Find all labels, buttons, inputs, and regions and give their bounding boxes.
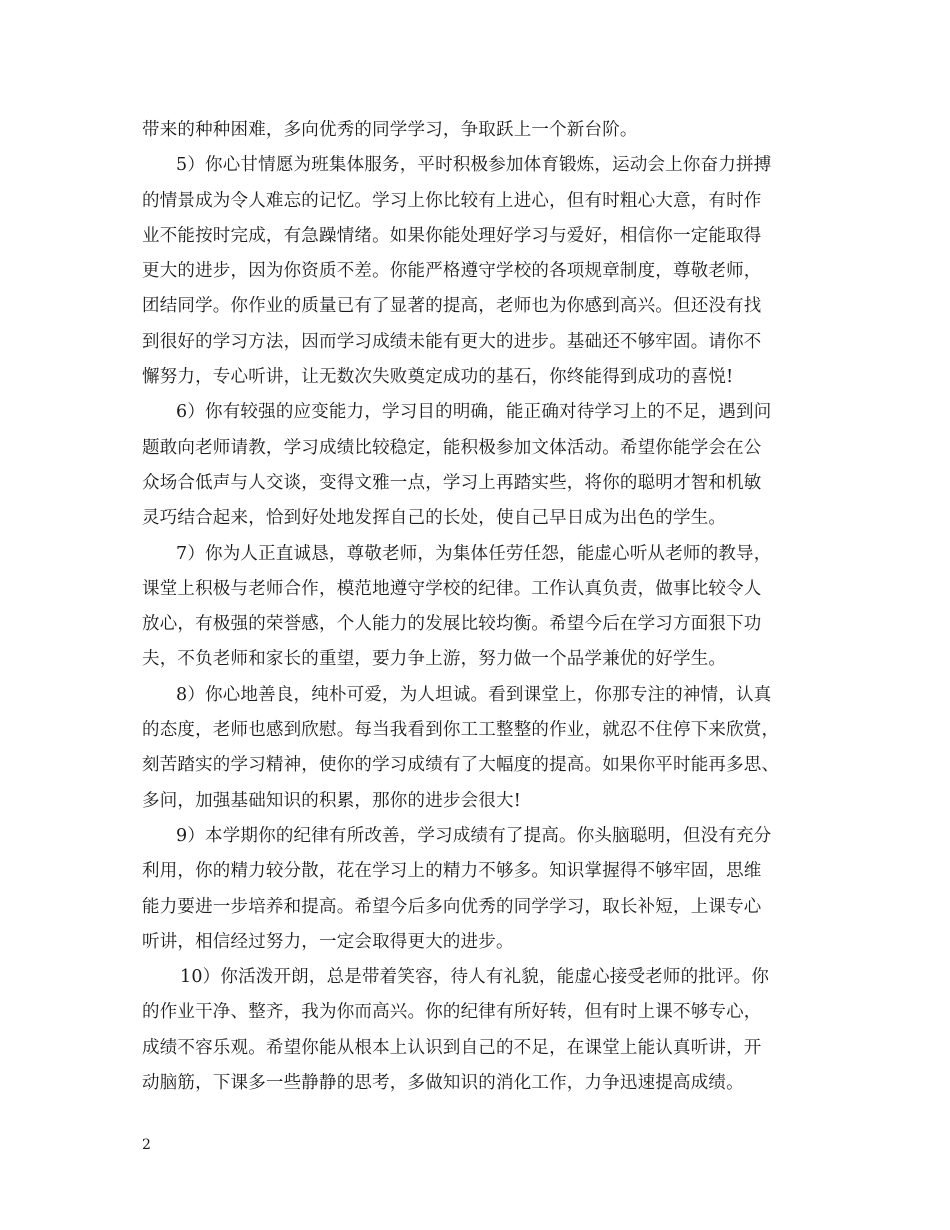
text-line: 灵巧结合起来，恰到好处地发挥自己的长处，使自己早日成为出色的学生。 <box>142 508 727 529</box>
text-line: 利用，你的精力较分散，花在学习上的精力不够多。知识掌握得不够牢固，思维 <box>142 861 762 882</box>
paragraph-start-8: 8）你心地善良，纯朴可爱，为人坦诚。看到课堂上，你那专注的神情，认真 <box>176 684 772 705</box>
text-line: 带来的种种困难，多向优秀的同学学习，争取跃上一个新台阶。 <box>142 120 638 140</box>
text-line: 的态度，老师也感到欣慰。每当我看到你工工整整的作业，就忍不住停下来欣赏， <box>142 720 780 741</box>
text-line: 夫，不负老师和家长的重望，要力争上游，努力做一个品学兼优的好学生。 <box>142 649 727 670</box>
text-line: 众场合低声与人交谈，变得文雅一点，学习上再踏实些，将你的聪明才智和机敏 <box>142 472 762 493</box>
text-line: 更大的进步，因为你资质不差。你能严格遵守学校的各项规章制度，尊敬老师， <box>142 261 762 282</box>
text-line: 能力要进一步培养和提高。希望今后多向优秀的同学学习，取长补短，上课专心 <box>142 896 762 917</box>
paragraph-start-9: 9）本学期你的纪律有所改善，学习成绩有了提高。你头脑聪明，但没有充分 <box>176 825 772 846</box>
text-line: 成绩不容乐观。希望你能从根本上认识到自己的不足，在课堂上能认真听讲，开 <box>142 1037 762 1058</box>
text-line: 放心，有极强的荣誉感，个人能力的发展比较均衡。希望今后在学习方面狠下功 <box>142 614 762 635</box>
document-body <box>142 113 822 1101</box>
paragraph-start-5: 5）你心甘情愿为班集体服务，平时积极参加体育锻炼，运动会上你奋力拼搏 <box>176 155 772 176</box>
page-number: 2 <box>142 1137 151 1153</box>
text-line: 业不能按时完成，有急躁情绪。如果你能处理好学习与爱好，相信你一定能取得 <box>142 225 762 246</box>
paragraph-start-6: 6）你有较强的应变能力，学习目的明确，能正确对待学习上的不足，遇到问 <box>176 402 772 423</box>
paragraph-start-10: 10）你活泼开朗，总是带着笑容，待人有礼貌，能虚心接受老师的批评。你 <box>180 967 770 988</box>
text-line: 的情景成为令人难忘的记忆。学习上你比较有上进心，但有时粗心大意，有时作 <box>142 190 762 211</box>
text-line: 动脑筋，下课多一些静静的思考，多做知识的消化工作，力争迅速提高成绩。 <box>142 1073 744 1094</box>
text-line: 多问，加强基础知识的积累，那你的进步会很大! <box>142 790 521 811</box>
text-line: 听讲，相信经过努力，一定会取得更大的进步。 <box>142 931 514 952</box>
text-line: 懈努力，专心听讲，让无数次失败奠定成功的基石，你终能得到成功的喜悦! <box>142 367 734 388</box>
text-line: 题敢向老师请教，学习成绩比较稳定，能积极参加文体活动。希望你能学会在公 <box>142 437 762 458</box>
text-line: 到很好的学习方法，因而学习成绩未能有更大的进步。基础还不够牢固。请你不 <box>142 331 762 352</box>
paragraph-start-7: 7）你为人正直诚恳，尊敬老师，为集体任劳任怨，能虚心听从老师的教导， <box>176 543 772 564</box>
text-line: 课堂上积极与老师合作，模范地遵守学校的纪律。工作认真负责，做事比较令人 <box>142 578 762 599</box>
text-line: 刻苦踏实的学习精神，使你的学习成绩有了大幅度的提高。如果你平时能再多思、 <box>142 755 780 776</box>
text-line: 团结同学。你作业的质量已有了显著的提高，老师也为你感到高兴。但还没有找 <box>142 296 762 317</box>
text-line: 的作业干净、整齐，我为你而高兴。你的纪律有所好转，但有时上课不够专心， <box>142 1002 762 1023</box>
